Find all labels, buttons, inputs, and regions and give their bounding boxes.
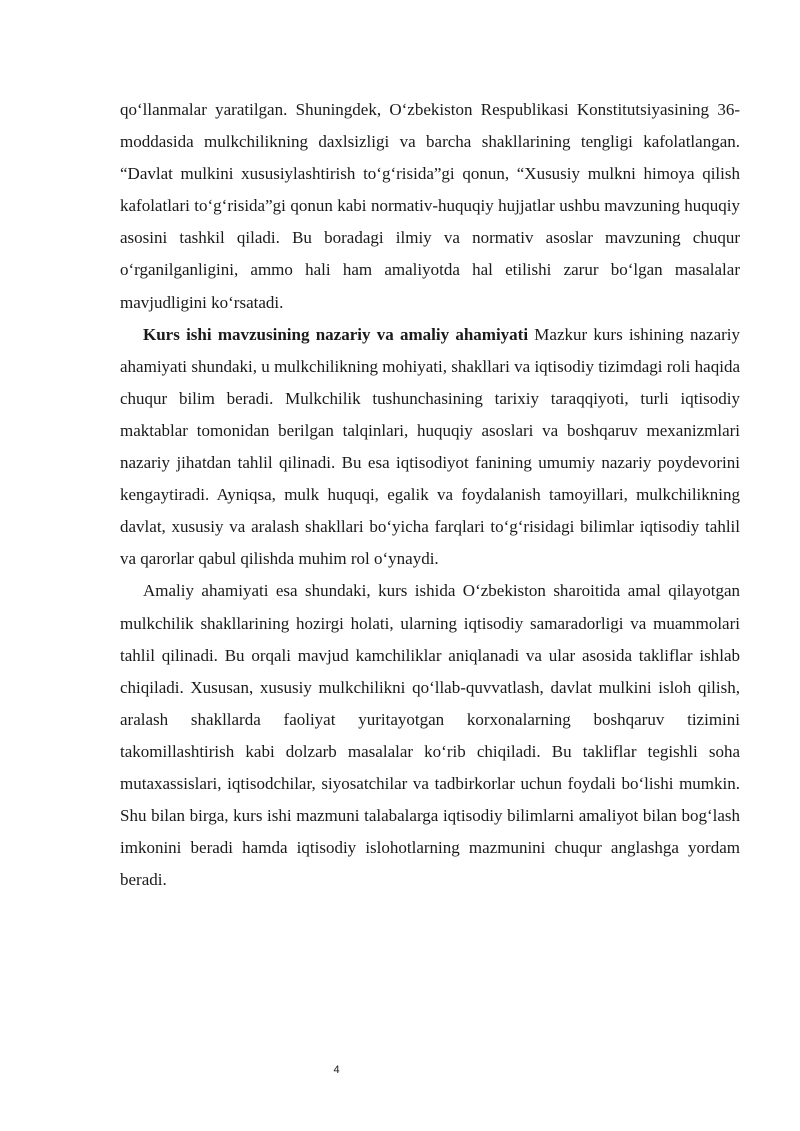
paragraph-3: Amaliy ahamiyati esa shundaki, kurs ishida O‘zbekiston sharoitida amal qilayotgan mulkchilik shakllarining hozirgi holati, ularning iqtisodiy samaradorligi va muammolari tahlil qilinadi. Bu orqali mavjud kamchiliklar aniqlanadi va ular asosida takliflar ishlab chiqiladi. Xususan, xususiy mulkchilikni qo‘llab-quvvatlash, davlat mulkini isloh qilish, aralash shakllarda faoliyat yuritayotgan korxonalarning boshqaruv tizimini takomillashtirish kabi dolzarb masalalar ko‘rib chiqiladi. Bu takliflar tegishli soha mutaxassislari, iqtisodchilar, siyosatchilar va tadbirkorlar uchun foydali bo‘lishi mumkin. Shu bilan birga, kurs ishi mazmuni talabalarga iqtisodiy bilimlarni amaliyot bilan bog‘lash imkonini beradi hamda iqtisodiy islohotlarning mazmunini chuqur anglashga yordam beradi. <box>120 581 740 890</box>
page-number: 4 <box>333 1064 340 1076</box>
paragraph-2 <box>120 319 740 576</box>
paragraph-2-body: Mazkur kurs ishining nazariy ahamiyati shundaki, u mulkchilikning mohiyati, shakllari va iqtisodiy tizimdagi roli haqida chuqur bilim beradi. Mulkchilik tushunchasining tarixiy taraqqiyoti, turli iqtisodiy maktablar tomonidan berilgan talqinlari, huquqiy asoslari va boshqaruv mexanizmlari nazariy jihatdan tahlil qilinadi. Bu esa iqtisodiyot fanining umumiy nazariy poydevorini kengaytiradi. Ayniqsa, mulk huquqi, egalik va foydalanish tamoyillari, mulkchilikning davlat, xususiy va aralash shakllari bo‘yicha farqlari to‘g‘risidagi bilimlar iqtisodiy tahlil va qarorlar qabul qilishda muhim rol o‘ynaydi. <box>120 324 740 569</box>
body-text <box>120 94 740 896</box>
paragraph-2-heading: Kurs ishi mavzusining nazariy va amaliy ahamiyati <box>143 324 529 344</box>
paragraph-1: qo‘llanmalar yaratilgan. Shuningdek, O‘zbekiston Respublikasi Konstitutsiyasining 36-moddasida mulkchilikning daxlsizligi va barcha shakllarining tengligi kafolatlangan. “Davlat mulkini xususiylashtirish to‘g‘risida”gi qonun, “Xususiy mulkni himoya qilish kafolatlari to‘g‘risida”gi qonun kabi normativ-huquqiy hujjatlar ushbu mavzuning huquqiy asosini tashkil qiladi. Bu boradagi ilmiy va normativ asoslar mavzuning chuqur o‘rganilganligini, ammo hali ham amaliyotda hal etilishi zarur bo‘lgan masalalar mavjudligini ko‘rsatadi. <box>120 100 740 312</box>
